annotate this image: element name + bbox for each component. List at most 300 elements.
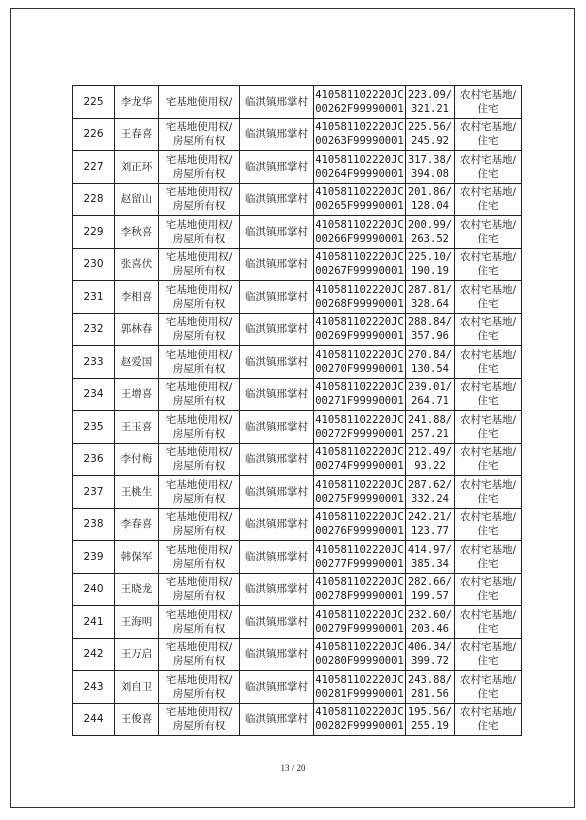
location-cell bbox=[240, 606, 314, 639]
location-cell bbox=[240, 573, 314, 606]
right-type-cell bbox=[159, 216, 240, 249]
right-type-cell bbox=[159, 606, 240, 639]
land-use-text: 住宅 bbox=[477, 330, 499, 343]
parcel-code-text: 00277F99990001 bbox=[315, 557, 404, 570]
land-use-text: 住宅 bbox=[477, 102, 499, 115]
owner-name-cell bbox=[115, 638, 159, 671]
parcel-code-text: 410581102220JC bbox=[315, 283, 404, 296]
land-use-cell bbox=[455, 573, 522, 606]
right-type-cell bbox=[159, 118, 240, 151]
right-type-text: 房屋所有权 bbox=[172, 232, 226, 245]
right-type-text: 宅基地使用权/ bbox=[165, 478, 233, 491]
record-number-text: 238 bbox=[83, 518, 104, 531]
owner-name-cell bbox=[115, 118, 159, 151]
area-cell bbox=[406, 476, 455, 509]
record-number-cell bbox=[73, 118, 115, 151]
area-text: 242.21/ bbox=[407, 511, 453, 524]
table-row bbox=[73, 118, 522, 151]
area-cell bbox=[406, 443, 455, 476]
right-type-text: 宅基地使用权/ bbox=[165, 706, 233, 719]
location-text: 临淇镇邢掌村 bbox=[245, 160, 308, 173]
parcel-code-text: 00268F99990001 bbox=[315, 297, 404, 310]
area-text: 257.21 bbox=[411, 427, 449, 440]
land-use-cell bbox=[455, 411, 522, 444]
owner-name-text: 李秋喜 bbox=[120, 225, 153, 238]
land-use-text: 农村宅基地/ bbox=[459, 218, 517, 231]
record-number-cell bbox=[73, 443, 115, 476]
right-type-text: 房屋所有权 bbox=[172, 200, 226, 213]
land-use-text: 农村宅基地/ bbox=[459, 706, 517, 719]
parcel-code-text: 00264F99990001 bbox=[315, 167, 404, 180]
area-text: 241.88/ bbox=[407, 413, 453, 426]
area-cell bbox=[406, 508, 455, 541]
area-text: 123.77 bbox=[411, 525, 449, 538]
owner-name-cell bbox=[115, 606, 159, 639]
owner-name-text: 韩保军 bbox=[120, 550, 153, 563]
right-type-text: 房屋所有权 bbox=[172, 590, 226, 603]
area-cell bbox=[406, 183, 455, 216]
area-text: 245.92 bbox=[411, 135, 449, 148]
owner-name-cell bbox=[115, 378, 159, 411]
right-type-text: 房屋所有权 bbox=[172, 135, 226, 148]
area-cell bbox=[406, 573, 455, 606]
location-cell bbox=[240, 703, 314, 736]
parcel-code-text: 410581102220JC bbox=[315, 511, 404, 524]
area-cell bbox=[406, 86, 455, 119]
right-type-text: 宅基地使用权/ bbox=[165, 576, 233, 589]
parcel-code-cell bbox=[314, 313, 406, 346]
right-type-text: 房屋所有权 bbox=[172, 395, 226, 408]
owner-name-cell bbox=[115, 86, 159, 119]
area-text: 243.88/ bbox=[407, 673, 453, 686]
owner-name-cell bbox=[115, 281, 159, 314]
right-type-text: 房屋所有权 bbox=[172, 362, 226, 375]
land-use-text: 住宅 bbox=[477, 557, 499, 570]
land-use-text: 住宅 bbox=[477, 265, 499, 278]
area-text: 399.72 bbox=[411, 655, 449, 668]
parcel-code-cell bbox=[314, 183, 406, 216]
area-cell bbox=[406, 281, 455, 314]
land-use-text: 农村宅基地/ bbox=[459, 121, 517, 134]
location-cell bbox=[240, 411, 314, 444]
record-number-text: 239 bbox=[83, 550, 104, 563]
record-number-text: 232 bbox=[83, 323, 104, 336]
location-cell bbox=[240, 508, 314, 541]
area-text: 332.24 bbox=[411, 492, 449, 505]
record-number-cell bbox=[73, 281, 115, 314]
area-text: 223.09/ bbox=[407, 88, 453, 101]
land-use-cell bbox=[455, 118, 522, 151]
table-row bbox=[73, 411, 522, 444]
right-type-cell bbox=[159, 151, 240, 184]
right-type-text: 宅基地使用权/ bbox=[165, 95, 233, 108]
owner-name-text: 赵爱国 bbox=[120, 355, 153, 368]
table-row bbox=[73, 151, 522, 184]
right-type-text: 宅基地使用权/ bbox=[165, 283, 233, 296]
area-text: 287.62/ bbox=[407, 478, 453, 491]
area-text: 93.22 bbox=[414, 460, 446, 473]
parcel-code-cell bbox=[314, 508, 406, 541]
right-type-text: 宅基地使用权/ bbox=[165, 186, 233, 199]
right-type-text: 宅基地使用权/ bbox=[165, 348, 233, 361]
land-use-text: 农村宅基地/ bbox=[459, 283, 517, 296]
owner-name-text: 郭林春 bbox=[120, 323, 153, 336]
parcel-code-text: 00278F99990001 bbox=[315, 590, 404, 603]
parcel-code-text: 00274F99990001 bbox=[315, 460, 404, 473]
land-use-cell bbox=[455, 638, 522, 671]
record-number-cell bbox=[73, 151, 115, 184]
parcel-code-cell bbox=[314, 573, 406, 606]
area-text: 414.97/ bbox=[407, 543, 453, 556]
land-use-text: 农村宅基地/ bbox=[459, 88, 517, 101]
parcel-code-cell bbox=[314, 476, 406, 509]
location-text: 临淇镇邢掌村 bbox=[245, 128, 308, 141]
parcel-code-text: 00272F99990001 bbox=[315, 427, 404, 440]
area-text: 212.49/ bbox=[407, 446, 453, 459]
right-type-cell bbox=[159, 378, 240, 411]
area-text: 357.96 bbox=[411, 330, 449, 343]
land-use-text: 住宅 bbox=[477, 492, 499, 505]
record-number-cell bbox=[73, 378, 115, 411]
land-use-cell bbox=[455, 151, 522, 184]
parcel-code-cell bbox=[314, 541, 406, 574]
table-row bbox=[73, 638, 522, 671]
area-text: 190.19 bbox=[411, 265, 449, 278]
land-use-cell bbox=[455, 216, 522, 249]
location-cell bbox=[240, 378, 314, 411]
record-number-text: 237 bbox=[83, 485, 104, 498]
area-cell bbox=[406, 248, 455, 281]
land-use-text: 住宅 bbox=[477, 590, 499, 603]
right-type-text: 房屋所有权 bbox=[172, 622, 226, 635]
location-text: 临淇镇邢掌村 bbox=[245, 615, 308, 628]
area-cell bbox=[406, 411, 455, 444]
record-number-cell bbox=[73, 541, 115, 574]
table-row bbox=[73, 443, 522, 476]
parcel-code-cell bbox=[314, 411, 406, 444]
land-use-text: 农村宅基地/ bbox=[459, 641, 517, 654]
parcel-code-cell bbox=[314, 248, 406, 281]
area-text: 255.19 bbox=[411, 720, 449, 733]
area-text: 130.54 bbox=[411, 362, 449, 375]
land-use-text: 农村宅基地/ bbox=[459, 186, 517, 199]
record-number-cell bbox=[73, 183, 115, 216]
right-type-cell bbox=[159, 411, 240, 444]
area-cell bbox=[406, 216, 455, 249]
parcel-code-cell bbox=[314, 118, 406, 151]
record-number-text: 240 bbox=[83, 583, 104, 596]
land-use-cell bbox=[455, 443, 522, 476]
parcel-code-text: 410581102220JC bbox=[315, 673, 404, 686]
owner-name-text: 李龙华 bbox=[120, 95, 153, 108]
location-cell bbox=[240, 86, 314, 119]
parcel-code-text: 00279F99990001 bbox=[315, 622, 404, 635]
land-use-text: 农村宅基地/ bbox=[459, 608, 517, 621]
right-type-text: 宅基地使用权/ bbox=[165, 316, 233, 329]
location-text: 临淇镇邢掌村 bbox=[245, 258, 308, 271]
right-type-cell bbox=[159, 248, 240, 281]
area-cell bbox=[406, 378, 455, 411]
record-number-text: 228 bbox=[83, 193, 104, 206]
area-text: 201.86/ bbox=[407, 186, 453, 199]
land-use-text: 农村宅基地/ bbox=[459, 413, 517, 426]
land-use-text: 住宅 bbox=[477, 622, 499, 635]
owner-name-cell bbox=[115, 443, 159, 476]
right-type-text: 房屋所有权 bbox=[172, 460, 226, 473]
location-cell bbox=[240, 248, 314, 281]
right-type-text: 宅基地使用权/ bbox=[165, 543, 233, 556]
area-cell bbox=[406, 703, 455, 736]
parcel-code-text: 410581102220JC bbox=[315, 446, 404, 459]
record-number-cell bbox=[73, 606, 115, 639]
right-type-text: 宅基地使用权/ bbox=[165, 641, 233, 654]
parcel-code-text: 410581102220JC bbox=[315, 186, 404, 199]
parcel-code-cell bbox=[314, 638, 406, 671]
owner-name-cell bbox=[115, 313, 159, 346]
record-number-cell bbox=[73, 703, 115, 736]
land-use-text: 住宅 bbox=[477, 135, 499, 148]
area-text: 203.46 bbox=[411, 622, 449, 635]
area-text: 394.08 bbox=[411, 167, 449, 180]
record-number-cell bbox=[73, 508, 115, 541]
owner-name-text: 刘自卫 bbox=[120, 680, 153, 693]
table-row bbox=[73, 378, 522, 411]
parcel-code-text: 410581102220JC bbox=[315, 121, 404, 134]
right-type-cell bbox=[159, 573, 240, 606]
right-type-cell bbox=[159, 671, 240, 704]
owner-name-text: 李相喜 bbox=[120, 290, 153, 303]
parcel-code-cell bbox=[314, 378, 406, 411]
land-use-text: 住宅 bbox=[477, 395, 499, 408]
parcel-code-text: 00275F99990001 bbox=[315, 492, 404, 505]
location-cell bbox=[240, 118, 314, 151]
location-text: 临淇镇邢掌村 bbox=[245, 95, 308, 108]
record-number-cell bbox=[73, 638, 115, 671]
land-use-text: 住宅 bbox=[477, 655, 499, 668]
owner-name-cell bbox=[115, 248, 159, 281]
land-use-cell bbox=[455, 703, 522, 736]
land-use-cell bbox=[455, 541, 522, 574]
owner-name-cell bbox=[115, 183, 159, 216]
parcel-code-cell bbox=[314, 671, 406, 704]
record-number-text: 226 bbox=[83, 128, 104, 141]
owner-name-text: 王增喜 bbox=[120, 388, 153, 401]
record-number-text: 235 bbox=[83, 420, 104, 433]
record-number-cell bbox=[73, 313, 115, 346]
area-text: 287.81/ bbox=[407, 283, 453, 296]
land-use-cell bbox=[455, 281, 522, 314]
location-text: 临淇镇邢掌村 bbox=[245, 680, 308, 693]
owner-name-cell bbox=[115, 476, 159, 509]
right-type-text: 宅基地使用权/ bbox=[165, 511, 233, 524]
location-text: 临淇镇邢掌村 bbox=[245, 355, 308, 368]
land-use-text: 农村宅基地/ bbox=[459, 316, 517, 329]
owner-name-text: 王春喜 bbox=[120, 128, 153, 141]
area-text: 200.99/ bbox=[407, 218, 453, 231]
table-row bbox=[73, 703, 522, 736]
table-body bbox=[73, 86, 522, 736]
table-row bbox=[73, 346, 522, 379]
land-use-text: 农村宅基地/ bbox=[459, 251, 517, 264]
area-text: 288.84/ bbox=[407, 316, 453, 329]
area-cell bbox=[406, 541, 455, 574]
location-cell bbox=[240, 313, 314, 346]
record-number-text: 234 bbox=[83, 388, 104, 401]
owner-name-text: 张喜伏 bbox=[120, 258, 153, 271]
registration-table bbox=[72, 85, 522, 736]
record-number-text: 241 bbox=[83, 615, 104, 628]
land-use-text: 住宅 bbox=[477, 200, 499, 213]
land-use-cell bbox=[455, 378, 522, 411]
record-number-cell bbox=[73, 411, 115, 444]
parcel-code-text: 00271F99990001 bbox=[315, 395, 404, 408]
location-text: 临淇镇邢掌村 bbox=[245, 225, 308, 238]
right-type-text: 宅基地使用权/ bbox=[165, 251, 233, 264]
record-number-text: 236 bbox=[83, 453, 104, 466]
land-use-cell bbox=[455, 671, 522, 704]
right-type-cell bbox=[159, 541, 240, 574]
parcel-code-cell bbox=[314, 86, 406, 119]
right-type-text: 房屋所有权 bbox=[172, 330, 226, 343]
parcel-code-text: 410581102220JC bbox=[315, 641, 404, 654]
right-type-text: 房屋所有权 bbox=[172, 265, 226, 278]
parcel-code-cell bbox=[314, 346, 406, 379]
area-cell bbox=[406, 313, 455, 346]
table-row bbox=[73, 313, 522, 346]
land-use-text: 农村宅基地/ bbox=[459, 673, 517, 686]
location-text: 临淇镇邢掌村 bbox=[245, 583, 308, 596]
land-use-text: 农村宅基地/ bbox=[459, 576, 517, 589]
location-text: 临淇镇邢掌村 bbox=[245, 388, 308, 401]
land-use-cell bbox=[455, 606, 522, 639]
record-number-cell bbox=[73, 346, 115, 379]
right-type-cell bbox=[159, 313, 240, 346]
record-number-cell bbox=[73, 671, 115, 704]
location-text: 临淇镇邢掌村 bbox=[245, 323, 308, 336]
land-use-text: 住宅 bbox=[477, 720, 499, 733]
land-use-cell bbox=[455, 248, 522, 281]
parcel-code-cell bbox=[314, 443, 406, 476]
parcel-code-text: 410581102220JC bbox=[315, 706, 404, 719]
parcel-code-cell bbox=[314, 216, 406, 249]
location-cell bbox=[240, 443, 314, 476]
location-text: 临淇镇邢掌村 bbox=[245, 193, 308, 206]
parcel-code-text: 00280F99990001 bbox=[315, 655, 404, 668]
parcel-code-text: 410581102220JC bbox=[315, 413, 404, 426]
record-number-text: 231 bbox=[83, 290, 104, 303]
record-number-cell bbox=[73, 216, 115, 249]
right-type-cell bbox=[159, 476, 240, 509]
parcel-code-text: 00282F99990001 bbox=[315, 720, 404, 733]
right-type-cell bbox=[159, 443, 240, 476]
record-number-text: 243 bbox=[83, 680, 104, 693]
owner-name-text: 王玉喜 bbox=[120, 420, 153, 433]
area-cell bbox=[406, 606, 455, 639]
parcel-code-text: 410581102220JC bbox=[315, 218, 404, 231]
location-text: 临淇镇邢掌村 bbox=[245, 648, 308, 661]
right-type-cell bbox=[159, 508, 240, 541]
land-use-text: 农村宅基地/ bbox=[459, 153, 517, 166]
table-row bbox=[73, 606, 522, 639]
parcel-code-text: 410581102220JC bbox=[315, 381, 404, 394]
owner-name-text: 李春喜 bbox=[120, 518, 153, 531]
parcel-code-text: 410581102220JC bbox=[315, 478, 404, 491]
table-row bbox=[73, 183, 522, 216]
land-use-text: 住宅 bbox=[477, 427, 499, 440]
area-text: 264.71 bbox=[411, 395, 449, 408]
record-number-text: 230 bbox=[83, 258, 104, 271]
land-use-text: 住宅 bbox=[477, 460, 499, 473]
table-row bbox=[73, 281, 522, 314]
parcel-code-cell bbox=[314, 606, 406, 639]
parcel-code-text: 410581102220JC bbox=[315, 88, 404, 101]
location-cell bbox=[240, 671, 314, 704]
land-use-cell bbox=[455, 86, 522, 119]
table-row bbox=[73, 476, 522, 509]
land-use-text: 住宅 bbox=[477, 232, 499, 245]
parcel-code-cell bbox=[314, 281, 406, 314]
area-cell bbox=[406, 346, 455, 379]
owner-name-cell bbox=[115, 411, 159, 444]
parcel-code-text: 410581102220JC bbox=[315, 153, 404, 166]
right-type-cell bbox=[159, 638, 240, 671]
table-row bbox=[73, 216, 522, 249]
area-text: 328.64 bbox=[411, 297, 449, 310]
area-text: 195.56/ bbox=[407, 706, 453, 719]
parcel-code-text: 00269F99990001 bbox=[315, 330, 404, 343]
owner-name-cell bbox=[115, 346, 159, 379]
land-use-cell bbox=[455, 476, 522, 509]
land-use-text: 农村宅基地/ bbox=[459, 348, 517, 361]
owner-name-cell bbox=[115, 671, 159, 704]
right-type-cell bbox=[159, 346, 240, 379]
owner-name-text: 李付梅 bbox=[120, 453, 153, 466]
owner-name-cell bbox=[115, 508, 159, 541]
right-type-text: 宅基地使用权/ bbox=[165, 608, 233, 621]
owner-name-text: 王万启 bbox=[120, 648, 153, 661]
area-cell bbox=[406, 671, 455, 704]
area-text: 385.34 bbox=[411, 557, 449, 570]
record-number-cell bbox=[73, 248, 115, 281]
record-number-text: 242 bbox=[83, 648, 104, 661]
right-type-text: 宅基地使用权/ bbox=[165, 218, 233, 231]
parcel-code-text: 410581102220JC bbox=[315, 543, 404, 556]
location-text: 临淇镇邢掌村 bbox=[245, 550, 308, 563]
location-cell bbox=[240, 346, 314, 379]
location-text: 临淇镇邢掌村 bbox=[245, 420, 308, 433]
parcel-code-text: 00270F99990001 bbox=[315, 362, 404, 375]
location-cell bbox=[240, 281, 314, 314]
land-use-text: 农村宅基地/ bbox=[459, 381, 517, 394]
right-type-text: 房屋所有权 bbox=[172, 720, 226, 733]
location-cell bbox=[240, 216, 314, 249]
land-use-text: 农村宅基地/ bbox=[459, 511, 517, 524]
right-type-text: 房屋所有权 bbox=[172, 167, 226, 180]
right-type-text: 房屋所有权 bbox=[172, 655, 226, 668]
area-text: 406.34/ bbox=[407, 641, 453, 654]
parcel-code-text: 410581102220JC bbox=[315, 316, 404, 329]
owner-name-text: 赵留山 bbox=[120, 193, 153, 206]
table-row bbox=[73, 541, 522, 574]
right-type-text: 宅基地使用权/ bbox=[165, 153, 233, 166]
parcel-code-text: 00281F99990001 bbox=[315, 687, 404, 700]
land-use-text: 住宅 bbox=[477, 297, 499, 310]
right-type-text: 宅基地使用权/ bbox=[165, 446, 233, 459]
right-type-cell bbox=[159, 281, 240, 314]
owner-name-cell bbox=[115, 573, 159, 606]
location-cell bbox=[240, 541, 314, 574]
right-type-cell bbox=[159, 183, 240, 216]
